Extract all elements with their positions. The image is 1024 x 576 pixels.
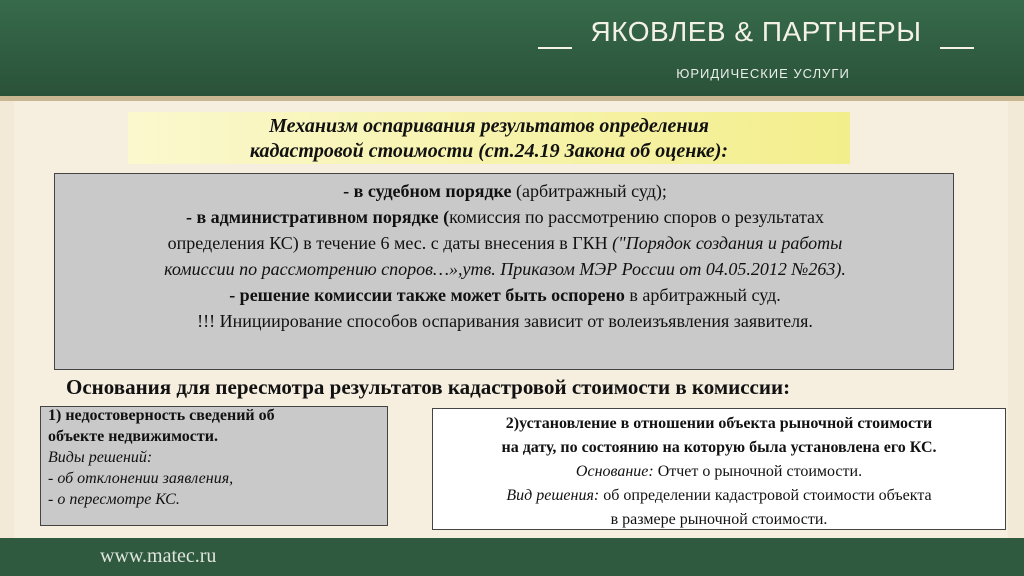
ground-2-line-2: на дату, по состоянию на которую была установлена его КС. (501, 439, 937, 456)
ground-2-decision-line-2: в размере рыночной стоимости. (610, 511, 828, 528)
title-line-2: кадастровой стоимости (ст.24.19 Закона об оценке): (249, 140, 729, 162)
mechanism-admin-reference: ("Порядок создания и работы (612, 233, 843, 253)
title-line-1: Механизм оспаривания результатов определения (269, 115, 709, 137)
mechanism-appeal-detail: в арбитражный суд. (624, 285, 781, 305)
ground-2-decision-value: об определении кадастровой стоимости объекта (599, 487, 932, 504)
ground-2-line-1: 2)установление в отношении объекта рыночной стоимости (505, 415, 933, 432)
ground-1-line-1: 1) недостоверность сведений об (48, 407, 275, 424)
mechanism-admin (62, 204, 948, 230)
mechanism-note: !!! Инициирование способов оспаривания зависит от волеизъявления заявителя. (197, 311, 813, 331)
ground-1-line-2: объекте недвижимости. (48, 428, 218, 445)
logo-rule-right (940, 47, 974, 49)
mechanism-appeal (62, 282, 948, 308)
mechanism-admin-deadline: определения КС) в течение 6 мес. с даты внесения в ГКН (167, 233, 613, 253)
grounds-heading: Основания для пересмотра результатов кадастровой стоимости в комиссии: (66, 375, 791, 399)
ground-1-decision-1: - об отклонении заявления, (48, 470, 234, 487)
ground-1-text (48, 405, 388, 510)
logo-rule-left (538, 47, 572, 49)
mechanism-admin-detail: комиссия по рассмотрению споров о результатах (449, 207, 825, 227)
mechanisms-text (62, 178, 948, 334)
brand-logo (538, 14, 974, 58)
mechanism-court-label: - в судебном порядке (343, 181, 512, 201)
mechanism-admin-line-2 (62, 230, 948, 256)
header-bar (0, 0, 1024, 96)
mechanism-court (62, 178, 948, 204)
mechanism-appeal-label: - решение комиссии также может быть оспорено (229, 285, 625, 305)
ground-2-basis (432, 460, 1006, 484)
brand-tagline: ЮРИДИЧЕСКИЕ УСЛУГИ (676, 66, 850, 81)
ground-1-decision-2: - о пересмотре КС. (48, 491, 180, 508)
ground-2-basis-label: Основание: (575, 463, 654, 480)
ground-2-text (432, 412, 1006, 532)
ground-2-decision (432, 484, 1006, 508)
ground-1-decisions-label: Виды решений: (48, 449, 153, 466)
slide-title (128, 114, 850, 164)
mechanism-court-detail: (арбитражный суд); (511, 181, 667, 201)
brand-name: ЯКОВЛЕВ & ПАРТНЕРЫ (590, 16, 922, 47)
ground-2-decision-label: Вид решения: (506, 487, 600, 504)
website-link[interactable]: www.matec.ru (100, 545, 217, 567)
ground-2-basis-value: Отчет о рыночной стоимости. (653, 463, 863, 480)
mechanism-admin-label: - в административном порядке ( (185, 207, 450, 227)
mechanism-admin-line-3: комиссии по рассмотрению споров…»,утв. Приказом МЭР России от 04.05.2012 №263). (164, 259, 846, 279)
